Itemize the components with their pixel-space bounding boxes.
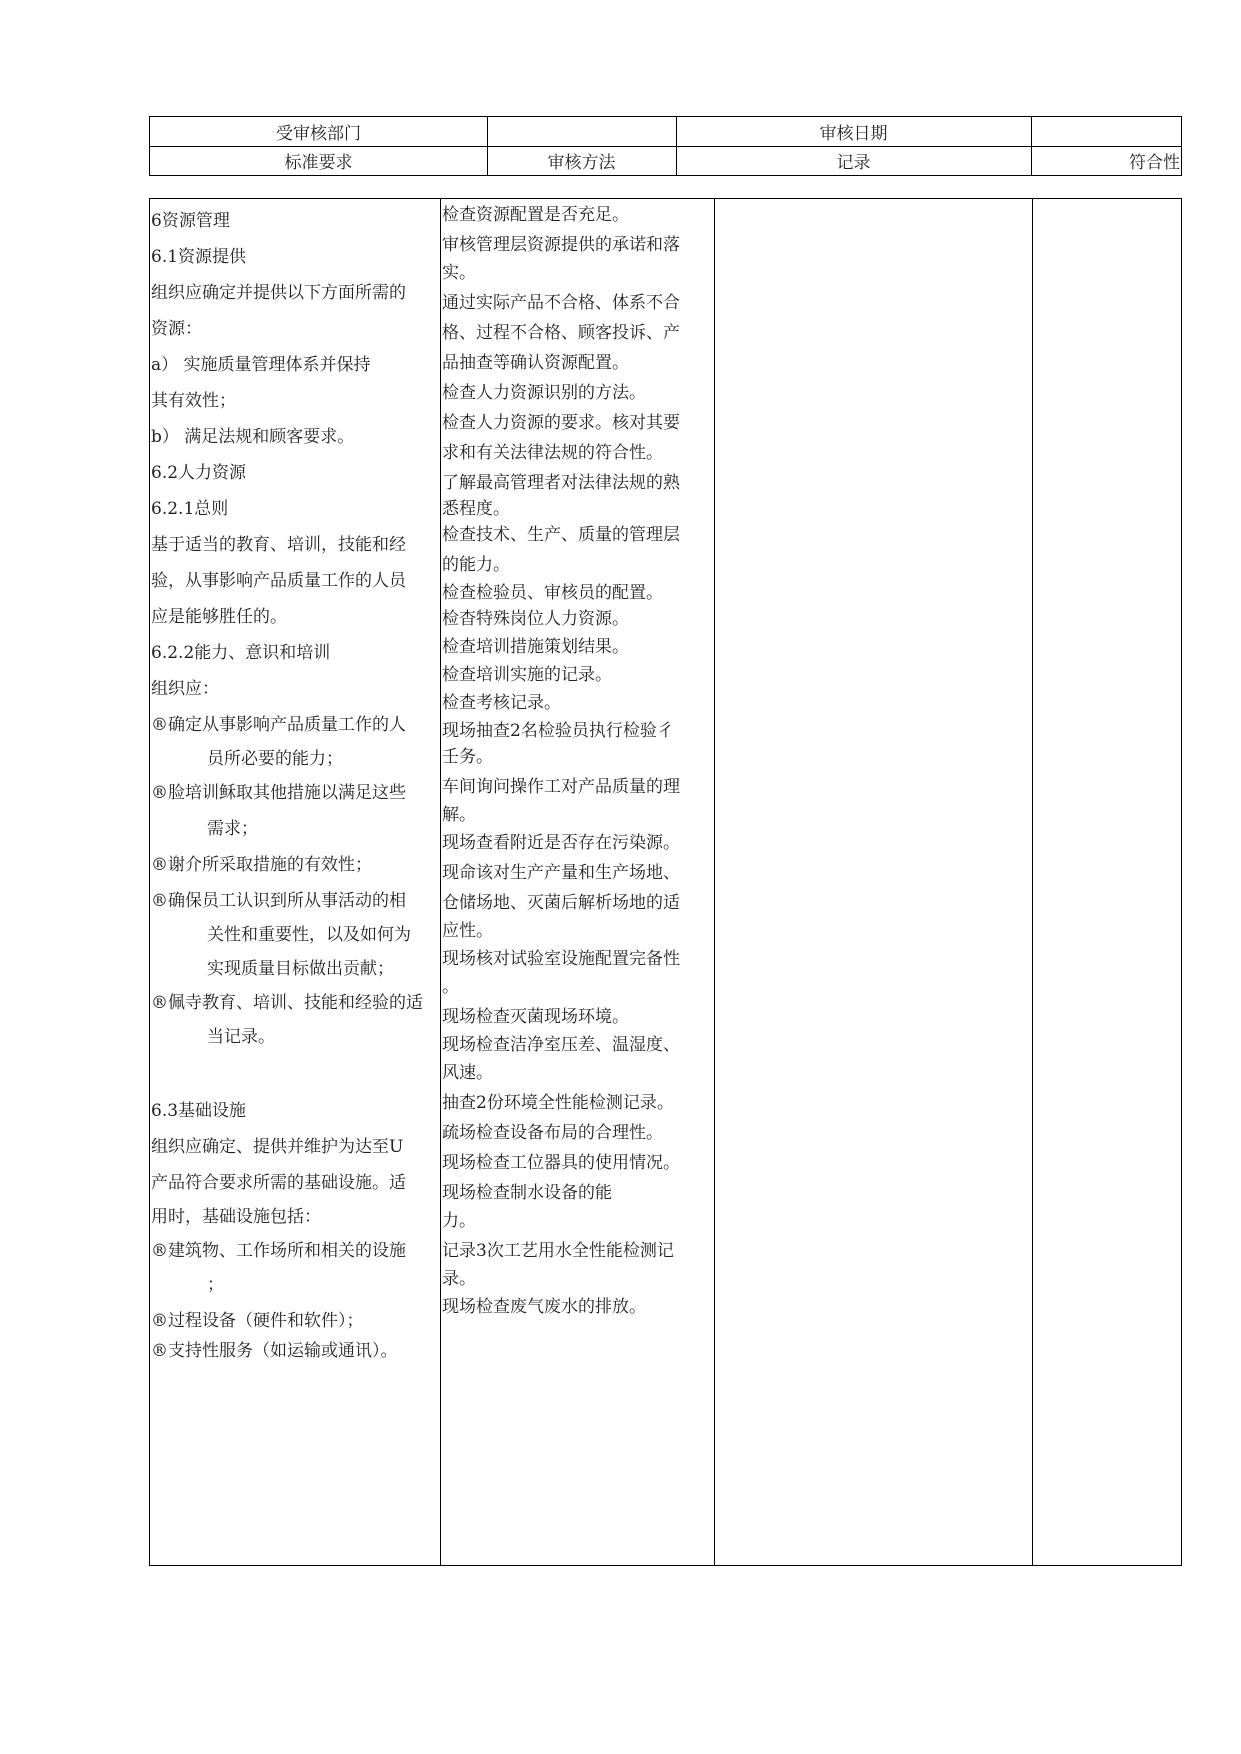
requirement-line: 其有效性；: [151, 391, 236, 411]
requirement-line: 6.2.1总则: [151, 499, 229, 519]
audit-content-table: [149, 198, 1182, 1566]
col-record-header: 记录: [836, 153, 871, 173]
method-line: 实。: [442, 263, 476, 283]
header-row-2: [150, 146, 1181, 175]
method-line: 录。: [442, 1269, 476, 1289]
dept-value[interactable]: [487, 117, 676, 146]
requirement-line: ®过程设备（硬件和软件）；: [151, 1311, 364, 1331]
method-line: 现场检查工位器具的使用情况。: [442, 1153, 680, 1173]
method-line: 检查培训实施的记录。: [442, 665, 612, 685]
col-method-header: 审核方法: [547, 153, 616, 173]
requirement-line: ®谢介所采取措施的有效性；: [151, 855, 372, 875]
audit-header-table: [149, 116, 1182, 176]
method-line: 检查检验员、审核员的配置。: [442, 583, 663, 603]
method-line: 检查人力资源识别的方法。: [442, 383, 646, 403]
dept-label: 受审核部门: [276, 124, 361, 144]
requirement-line: 资源：: [151, 319, 202, 339]
method-line: 风速。: [442, 1063, 493, 1083]
requirement-line: 实现质量目标做出贡献；: [207, 959, 394, 979]
requirement-line: a） 实施质量管理体系并保持: [151, 355, 371, 375]
method-line: 检查技术、生产、质量的管理层: [442, 525, 680, 545]
method-line: 的能力。: [442, 555, 510, 575]
requirement-line: 当记录。: [207, 1027, 275, 1047]
col-requirement-header: 标准要求: [284, 153, 353, 173]
requirement-line: 员所必要的能力；: [207, 749, 343, 769]
requirement-line: 组织应：: [151, 679, 219, 699]
method-line: 品抽查等确认资源配置。: [442, 353, 629, 373]
requirement-line: 产品符合要求所需的基础设施。适: [151, 1173, 406, 1193]
requirement-line: 6.3基础设施: [151, 1101, 247, 1121]
requirement-line: 6.2.2能力、意识和培训: [151, 643, 331, 663]
requirement-line: b） 满足法规和顾客要求。: [151, 427, 355, 447]
requirement-line: 6.2人力资源: [151, 463, 247, 483]
requirement-line: ®脸培训稣取其他措施以满足这些: [151, 783, 406, 803]
method-line: 了解最高管理者对法律法规的熟: [442, 473, 680, 493]
method-line: 仓储场地、灭菌后解析场地的适: [442, 893, 680, 913]
method-line: 现场抽查2名检验员执行检验彳: [442, 721, 674, 741]
method-line: 。: [442, 977, 459, 997]
method-line: 检查考核记录。: [442, 693, 561, 713]
methods-column: [440, 199, 714, 1565]
requirement-line: 需求；: [207, 819, 258, 839]
conformity-column[interactable]: [1032, 199, 1183, 1565]
method-line: 检查资源配置是否充足。: [442, 205, 629, 225]
requirement-line: 6.1资源提供: [151, 247, 247, 267]
method-line: 现场检查灭菌现场环境。: [442, 1007, 629, 1027]
method-line: 检杳特殊岗位人力资源。: [442, 609, 629, 629]
requirement-line: ®佩寺教育、培训、技能和经验的适: [151, 993, 423, 1013]
requirements-column: [150, 199, 440, 1565]
date-label: 审核日期: [819, 124, 888, 144]
requirement-line: 组织应确定并提供以下方面所需的: [151, 283, 406, 303]
method-line: 力。: [442, 1211, 476, 1231]
requirement-line: 验，从事影响产品质量工作的人员: [151, 571, 406, 591]
method-line: 现场核对试验室设施配置完备性: [442, 949, 680, 969]
method-line: 记录3次工艺用水全性能检测记: [442, 1241, 674, 1261]
requirement-line: ®支持性服务（如运输或通讯）。: [151, 1341, 398, 1361]
method-line: 悉程度。: [442, 499, 510, 519]
requirement-line: 组织应确定、提供并维护为达至U: [151, 1137, 404, 1157]
method-line: 现命该对生产产量和生产场地、: [442, 863, 680, 883]
method-line: 疏场检查设备布局的合理性。: [442, 1123, 663, 1143]
method-line: 现场检查废气废水的排放。: [442, 1297, 646, 1317]
col-conformity-header: 符合性: [1129, 153, 1180, 173]
method-line: 现场查看附近是否存在污染源。: [442, 833, 680, 853]
requirement-line: 应是能够胜任的。: [151, 607, 287, 627]
requirement-line: 关性和重要性，以及如何为: [207, 925, 411, 945]
requirement-line: ®确保员工认识到所从事活动的相: [151, 891, 406, 911]
method-line: 现场检查洁净室压差、温湿度、: [442, 1035, 680, 1055]
method-line: 现场检查制水设备的能: [442, 1183, 612, 1203]
requirement-line: ；: [207, 1275, 224, 1295]
method-line: 求和有关法律法规的符合性。: [442, 443, 663, 463]
method-line: 车间询问操作工对产品质量的理: [442, 777, 680, 797]
header-row-1: [150, 117, 1181, 147]
date-value[interactable]: [1031, 117, 1181, 146]
method-line: 检查人力资源的要求。核对其要: [442, 413, 680, 433]
requirement-line: ®确定从事影响产品质量工作的人: [151, 715, 406, 735]
requirement-line: ®建筑物、工作场所和相关的设施: [151, 1241, 406, 1261]
method-line: 格、过程不合格、顾客投诉、产: [442, 323, 680, 343]
method-line: 应性。: [442, 921, 493, 941]
method-line: 审核管理层资源提供的承诺和落: [442, 235, 680, 255]
requirement-line: 基于适当的教育、培训，技能和经: [151, 535, 406, 555]
method-line: 解。: [442, 805, 476, 825]
method-line: 壬务。: [442, 747, 493, 767]
method-line: 通过实际产品不合格、体系不合: [442, 293, 680, 313]
method-line: 检查培训措施策划结果。: [442, 637, 629, 657]
requirement-line: 6资源管理: [151, 211, 230, 231]
requirement-line: 用时，基础设施包括：: [151, 1207, 321, 1227]
method-line: 抽查2份环境全性能检测记录。: [442, 1093, 674, 1113]
record-column[interactable]: [714, 199, 1032, 1565]
